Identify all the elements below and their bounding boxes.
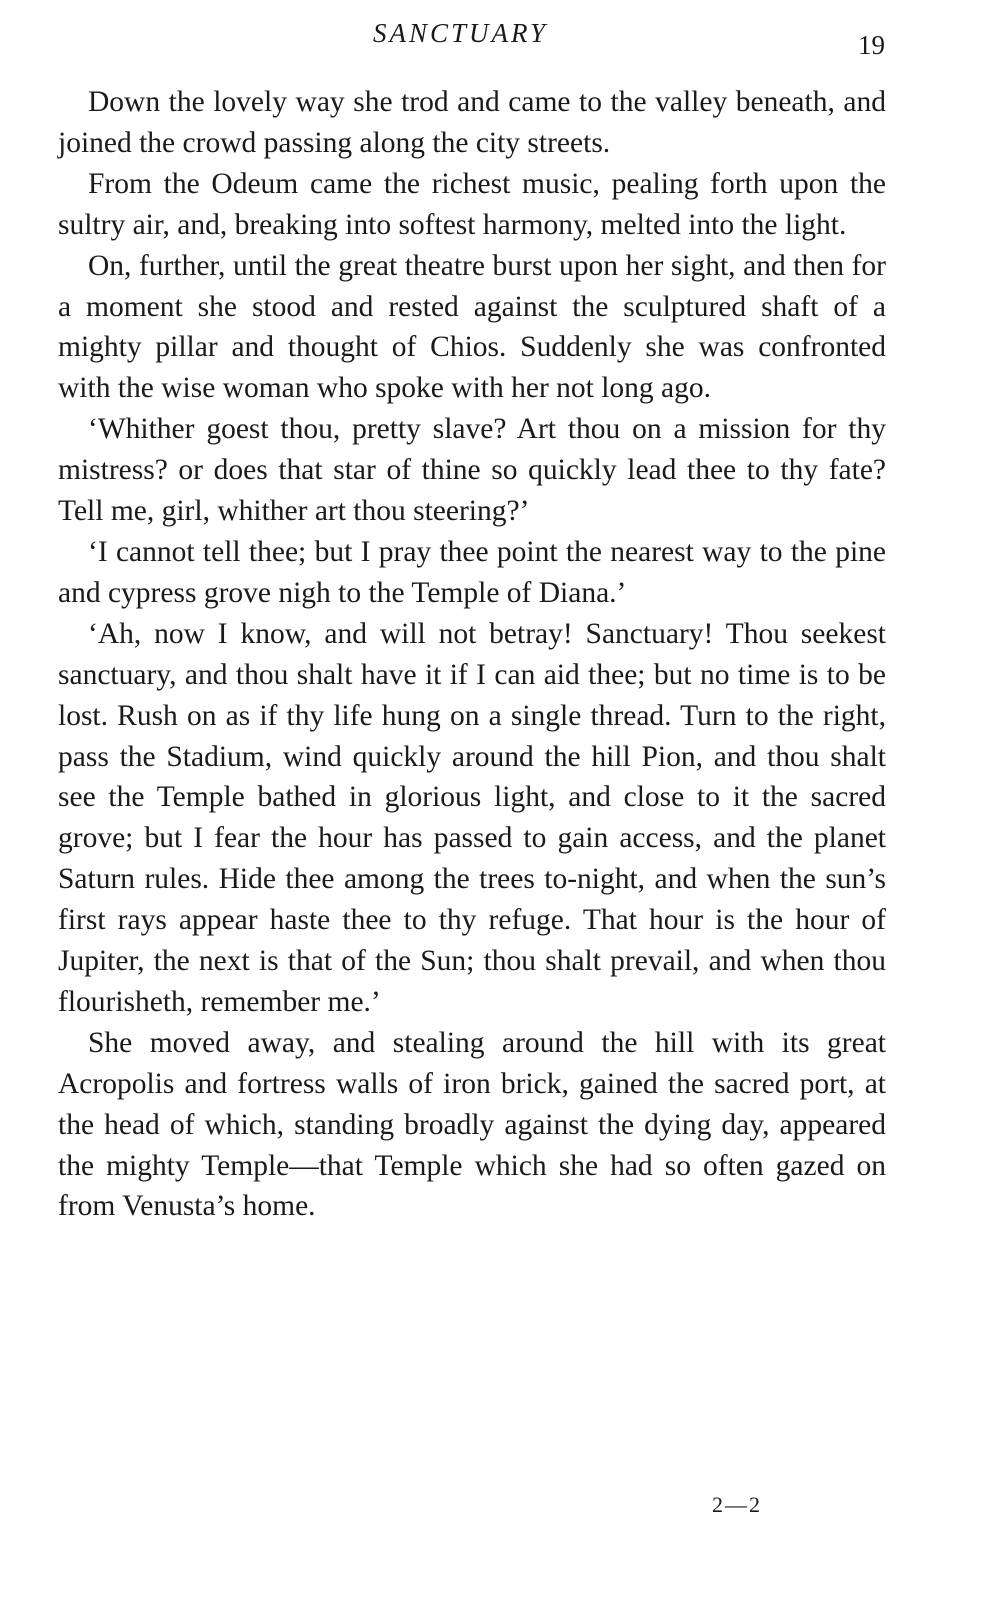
paragraph: Down the lovely way she trod and came to the valley beneath, and joined the crowd passing along the city streets. <box>58 86 886 159</box>
body-text <box>58 82 886 1227</box>
paragraph: She moved away, and stealing around the hill with its great Acropolis and fortress walls of iron brick, gained the sacred port, at the head of which, standing broadly against the dying day, appeared the mighty Temple—that Temple which she had so often gazed on from Venusta’s home. <box>58 1026 886 1223</box>
running-head <box>0 18 1007 58</box>
paragraph: From the Odeum came the richest music, pealing forth upon the sultry air, and, breaking into softest harmony, melted into the light. <box>58 167 886 241</box>
paragraph: ‘Ah, now I know, and will not betray! Sanctuary! Thou seekest sanctuary, and thou shalt have it if I can aid thee; but no time is to be lost. Rush on as if thy life hung on a single thread. Turn to the right, pass the Stadium, wind quickly around the hill Pion, and thou shalt see the Temple bathed in glorious light, and close to it the sacred grove; but I fear the hour has passed to gain access, and the planet Saturn rules. Hide thee among the trees to-night, and when the sun’s first rays appear haste thee to thy refuge. That hour is the hour of Jupiter, the next is that of the Sun; thou shalt prevail, and when thou flourisheth, remember me.’ <box>58 617 886 1018</box>
page-number: 19 <box>858 30 885 60</box>
paragraph: On, further, until the great theatre burst upon her sight, and then for a moment she stood and rested against the sculptured shaft of a mighty pillar and thought of Chios. Suddenly she was confronted with the wise woman who spoke with her not long ago. <box>58 249 886 405</box>
paragraph: ‘I cannot tell thee; but I pray thee point the nearest way to the pine and cypress grove nigh to the Temple of Diana.’ <box>58 535 886 609</box>
paragraph: ‘Whither goest thou, pretty slave? Art thou on a mission for thy mistress? or does that star of thine so quickly lead thee to thy fate? Tell me, girl, whither art thou steering?’ <box>58 413 886 528</box>
running-title: SANCTUARY <box>373 18 549 48</box>
signature-mark: 2—2 <box>712 1492 762 1517</box>
